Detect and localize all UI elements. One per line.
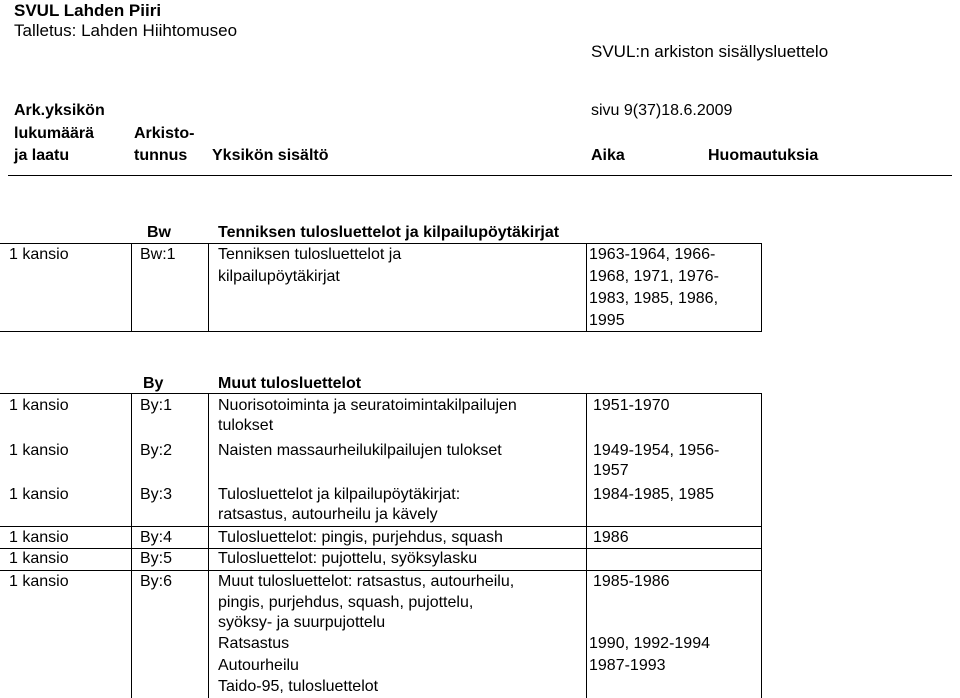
row-code: By:2 — [140, 442, 173, 459]
row-content: Tulosluettelot: pingis, purjehdus, squash — [218, 529, 503, 546]
col-header-ark-2: lukumäärä — [14, 125, 95, 142]
organization-name: SVUL Lahden Piiri — [14, 1, 162, 20]
row-quantity: 1 kansio — [9, 573, 69, 590]
row-content: Taido-95, tulosluettelot — [218, 678, 379, 695]
col-header-tunnus-2: tunnus — [134, 147, 188, 164]
row-code: Bw:1 — [140, 246, 176, 263]
row-content: pingis, purjehdus, squash, pujottelu, — [218, 594, 474, 611]
row-time: 1951-1970 — [593, 397, 670, 414]
row-quantity: 1 kansio — [9, 486, 69, 503]
col-header-tunnus-1: Arkisto- — [134, 125, 195, 142]
table-divider — [586, 243, 587, 331]
row-content: syöksy- ja suurpujottelu — [218, 614, 386, 631]
table-rule — [0, 331, 762, 332]
document-title: SVUL:n arkiston sisällysluettelo — [591, 42, 829, 61]
row-content: kilpailupöytäkirjat — [218, 268, 340, 285]
row-content: Tulosluettelot: pujottelu, syöksylasku — [218, 550, 478, 567]
row-content: tulokset — [218, 417, 274, 434]
section-code: Bw — [147, 224, 171, 241]
row-quantity: 1 kansio — [9, 442, 69, 459]
row-code: By:4 — [140, 529, 173, 546]
table-divider — [208, 243, 209, 331]
col-header-ark-3: ja laatu — [14, 147, 70, 164]
row-time: 1984-1985, 1985 — [593, 486, 714, 503]
row-content: ratsastus, autourheilu ja kävely — [218, 506, 438, 523]
row-quantity: 1 kansio — [9, 246, 69, 263]
table-divider — [208, 393, 209, 698]
page-info: sivu 9(37)18.6.2009 — [591, 102, 733, 119]
row-time: 1995 — [589, 312, 625, 329]
row-time: 1968, 1971, 1976- — [589, 268, 719, 285]
table-divider — [761, 393, 762, 698]
table-divider — [586, 393, 587, 698]
col-header-time: Aika — [591, 147, 625, 164]
row-time: 1986 — [593, 529, 629, 546]
row-quantity: 1 kansio — [9, 397, 69, 414]
row-content: Tulosluettelot ja kilpailupöytäkirjat: — [218, 486, 461, 503]
row-time: 1985-1986 — [593, 573, 670, 590]
table-divider — [131, 393, 132, 698]
row-time: 1957 — [593, 462, 629, 479]
table-rule — [0, 526, 762, 527]
row-code: By:1 — [140, 397, 173, 414]
row-time: 1987-1993 — [589, 657, 666, 674]
row-content: Muut tulosluettelot: ratsastus, autourheilu, — [218, 573, 515, 590]
table-divider — [761, 243, 762, 331]
col-header-ark-1: Ark.yksikön — [14, 102, 105, 119]
row-code: By:6 — [140, 573, 173, 590]
header-rule — [8, 175, 952, 176]
deposit-location: Talletus: Lahden Hiihtomuseo — [14, 21, 238, 40]
row-time: 1983, 1985, 1986, — [589, 290, 719, 307]
row-content: Nuorisotoiminta ja seuratoimintakilpailujen — [218, 397, 517, 414]
row-code: By:5 — [140, 550, 173, 567]
section-title: Tenniksen tulosluettelot ja kilpailupöytäkirjat — [218, 224, 560, 241]
col-header-notes: Huomautuksia — [708, 147, 819, 164]
table-rule — [0, 393, 762, 394]
section-code: By — [143, 375, 164, 392]
row-content: Ratsastus — [218, 635, 290, 652]
row-quantity: 1 kansio — [9, 529, 69, 546]
row-code: By:3 — [140, 486, 173, 503]
table-rule — [0, 243, 762, 244]
row-time: 1963-1964, 1966- — [589, 246, 716, 263]
table-divider — [131, 243, 132, 331]
row-time: 1949-1954, 1956- — [593, 442, 720, 459]
col-header-content: Yksikön sisältö — [212, 147, 329, 164]
table-rule — [0, 570, 762, 571]
row-quantity: 1 kansio — [9, 550, 69, 567]
row-time: 1990, 1992-1994 — [589, 635, 710, 652]
row-content: Tenniksen tulosluettelot ja — [218, 246, 402, 263]
section-title: Muut tulosluettelot — [218, 375, 362, 392]
row-content: Autourheilu — [218, 657, 299, 674]
row-content: Naisten massaurheilukilpailujen tulokset — [218, 442, 502, 459]
